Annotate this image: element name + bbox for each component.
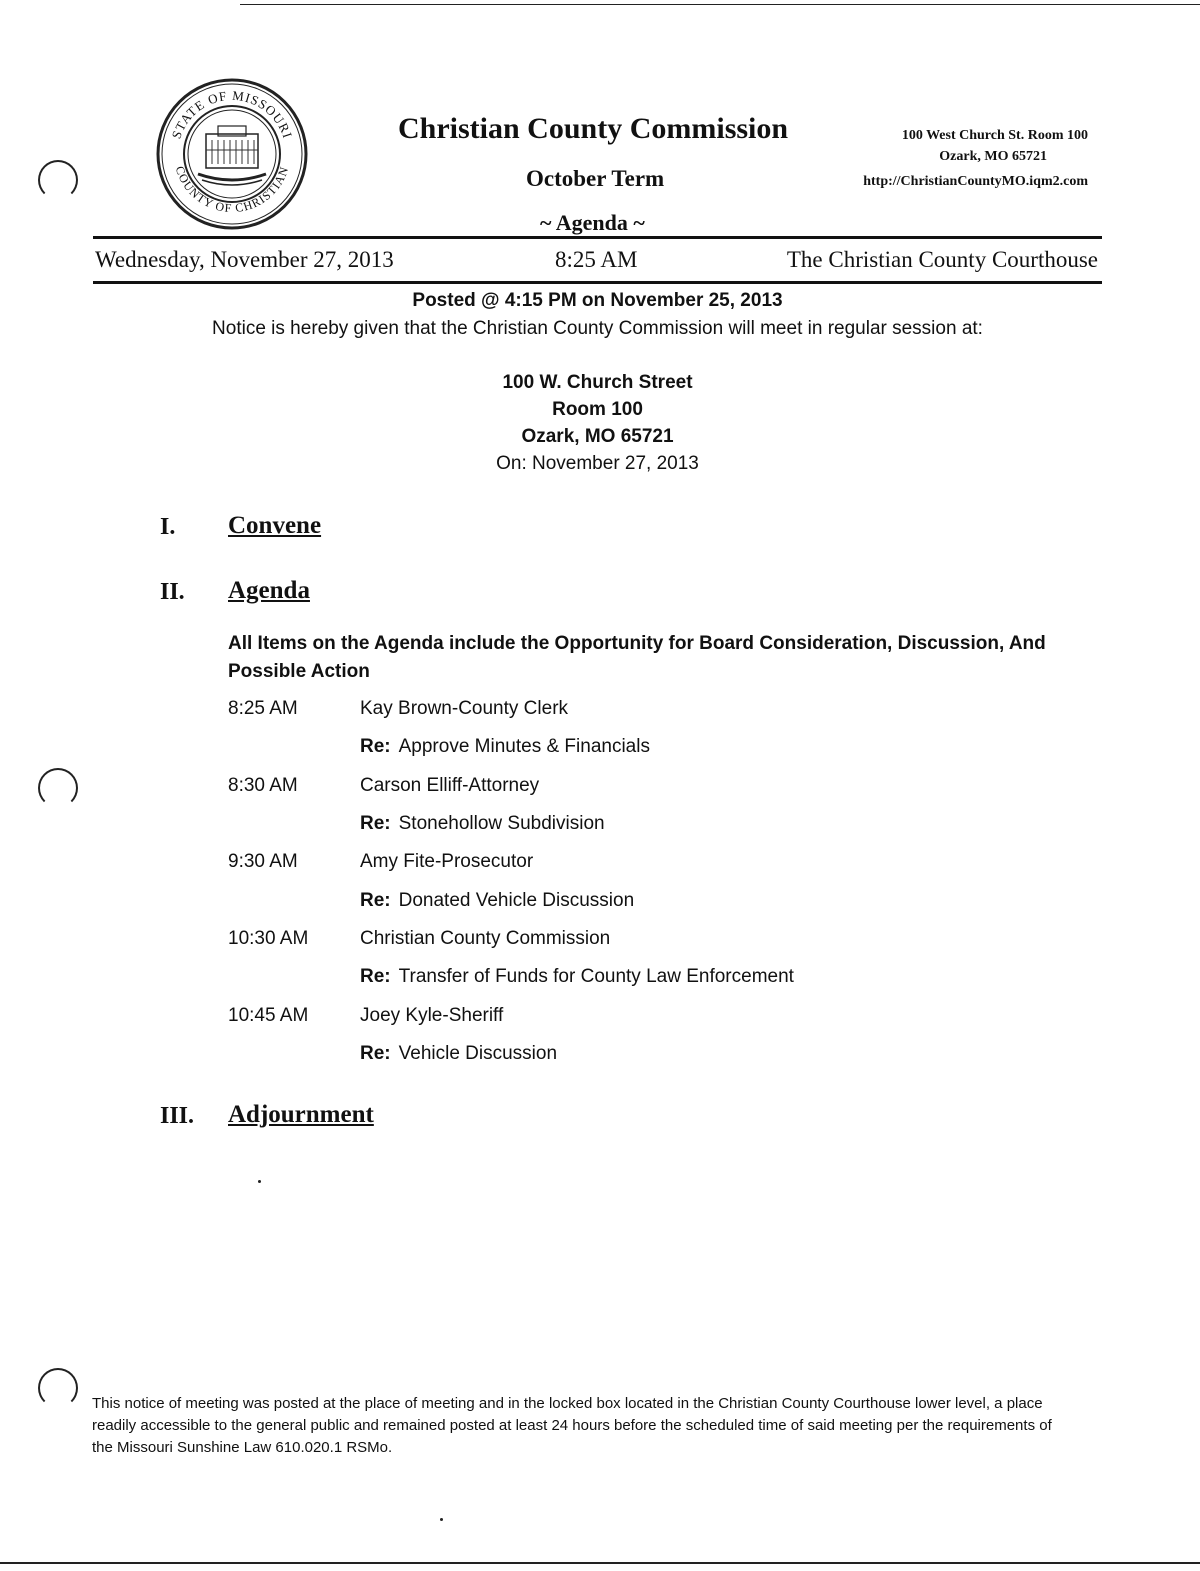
website-url: http://ChristianCountyMO.iqm2.com	[863, 174, 1088, 189]
section-number: I.	[160, 514, 176, 540]
item-subject: Stonehollow Subdivision	[398, 813, 605, 834]
item-time: 10:45 AM	[228, 1005, 309, 1026]
meeting-on-date: On: November 27, 2013	[496, 453, 699, 474]
agenda-heading: ~ Agenda ~	[540, 210, 645, 235]
item-re	[360, 1043, 557, 1065]
item-time: 10:30 AM	[228, 928, 309, 949]
section-number: III.	[160, 1103, 195, 1129]
item-time: 9:30 AM	[228, 851, 298, 872]
item-subject: Donated Vehicle Discussion	[398, 890, 635, 911]
header-rule-bottom	[93, 281, 1102, 284]
item-re	[360, 813, 605, 835]
section-number: II.	[160, 579, 185, 605]
re-label: Re:	[360, 966, 391, 987]
item-presenter: Christian County Commission	[360, 928, 611, 949]
footer-notice: This notice of meeting was posted at the place of meeting and in the locked box located in the Christian County Courthouse lower level, a place readily accessible to the general public and remained posted at least 24 hours before the scheduled time of said meeting per the requirements of the Missouri Sunshine Law 610.020.1 RSMo.	[92, 1395, 1052, 1456]
item-presenter: Carson Elliff-Attorney	[360, 775, 540, 796]
item-presenter: Joey Kyle-Sheriff	[360, 1005, 504, 1026]
bottom-scan-rule	[0, 1562, 1200, 1564]
header-rule-top	[93, 236, 1102, 239]
address-line-2: Ozark, MO 65721	[939, 149, 1047, 164]
item-subject: Transfer of Funds for County Law Enforcement	[398, 966, 794, 987]
term-label: October Term	[526, 166, 665, 191]
scan-speck	[258, 1180, 261, 1183]
meeting-date: Wednesday, November 27, 2013	[95, 247, 394, 272]
notice-intro: Notice is hereby given that the Christian County Commission will meet in regular session at:	[212, 318, 983, 339]
agenda-intro: All Items on the Agenda include the Opportunity for Board Consideration, Discussion, And Possible Action	[228, 633, 1046, 682]
item-re	[360, 890, 634, 912]
item-re	[360, 966, 794, 988]
re-label: Re:	[360, 736, 391, 757]
address-city: Ozark, MO 65721	[521, 426, 674, 447]
item-presenter: Kay Brown-County Clerk	[360, 698, 569, 719]
item-presenter: Amy Fite-Prosecutor	[360, 851, 534, 872]
seal-bottom-text: COUNTY OF CHRISTIAN	[172, 164, 292, 216]
re-label: Re:	[360, 890, 391, 911]
item-time: 8:25 AM	[228, 698, 298, 719]
address-street: 100 W. Church Street	[502, 372, 693, 393]
item-time: 8:30 AM	[228, 775, 298, 796]
punch-hole-icon	[38, 768, 78, 808]
section-title-agenda: Agenda	[228, 577, 310, 604]
re-label: Re:	[360, 1043, 391, 1064]
page-title: Christian County Commission	[398, 112, 789, 145]
re-label: Re:	[360, 813, 391, 834]
posted-notice: Posted @ 4:15 PM on November 25, 2013	[412, 290, 783, 311]
section-title-adjournment: Adjournment	[228, 1101, 374, 1128]
county-seal-logo	[156, 78, 308, 230]
address-room: Room 100	[552, 399, 643, 420]
seal-top-text: STATE OF MISSOURI	[168, 87, 296, 141]
item-subject: Vehicle Discussion	[398, 1043, 558, 1064]
item-subject: Approve Minutes & Financials	[398, 736, 650, 757]
punch-hole-icon	[38, 160, 78, 200]
punch-hole-icon	[38, 1368, 78, 1408]
top-scan-rule	[240, 4, 1200, 5]
address-line-1: 100 West Church St. Room 100	[901, 128, 1088, 143]
section-title-convene: Convene	[228, 512, 322, 539]
item-re	[360, 736, 650, 758]
meeting-time: 8:25 AM	[555, 247, 638, 272]
svg-text:COUNTY OF CHRISTIAN	[173, 164, 292, 215]
meeting-location: The Christian County Courthouse	[786, 247, 1098, 272]
scan-speck	[440, 1518, 443, 1521]
